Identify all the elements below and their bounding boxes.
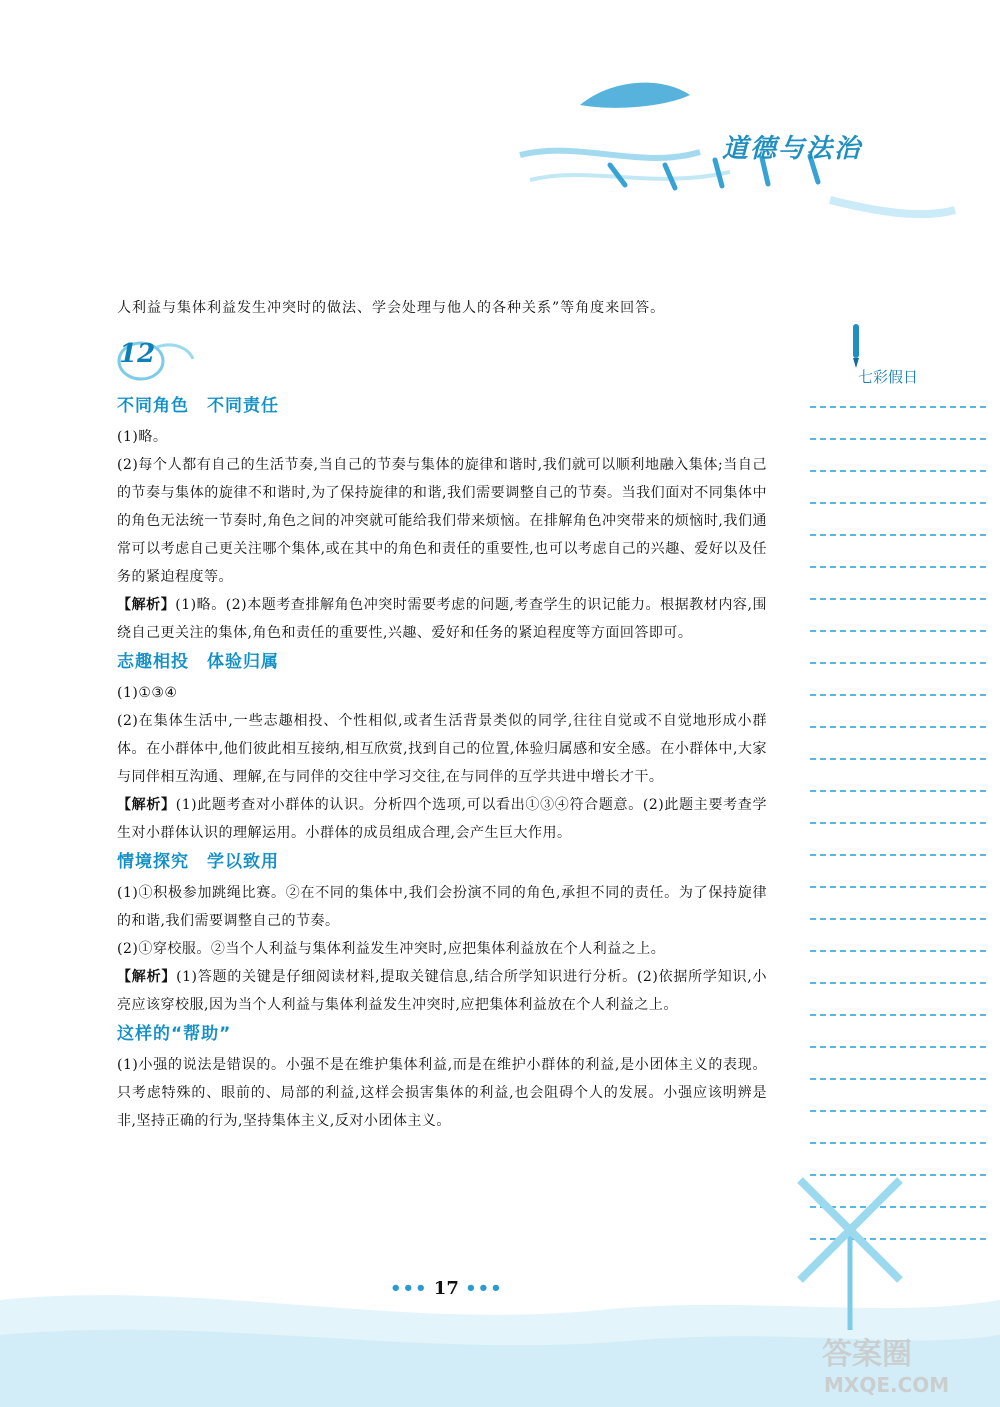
analysis-paragraph — [117, 963, 767, 1019]
note-lines — [810, 406, 990, 1270]
paragraph-text: (1)小强的说法是错误的。小强不是在维护集体利益,而是在维护小群体的利益,是小团体主义的表现。只考虑特殊的、眼前的、局部的利益,这样会损害集体的利益,也会阻碍个人的发展。小强应该明辨是非,坚持正确的行为,坚持集体主义,反对小团体主义。 — [117, 1057, 767, 1129]
section-title: 这样的“帮助” — [117, 1024, 232, 1044]
answer-paragraph — [117, 879, 767, 935]
note-line — [810, 694, 986, 696]
note-line — [810, 950, 986, 952]
note-line — [810, 726, 986, 728]
note-line — [810, 502, 986, 504]
note-line — [810, 1046, 986, 1048]
analysis-tag: 【解析】 — [117, 597, 176, 613]
lesson-badge-row — [117, 333, 767, 391]
pen-icon — [846, 322, 866, 370]
answer-paragraph — [117, 1051, 767, 1135]
note-line — [810, 854, 986, 856]
paragraph-text: (1)略。 — [117, 429, 168, 445]
intro-text: 人利益与集体利益发生冲突时的做法、学会处理与他人的各种关系”等角度来回答。 — [117, 300, 666, 316]
note-line — [810, 918, 986, 920]
paragraph-text: (1)①积极参加跳绳比赛。②在不同的集体中,我们会扮演不同的角色,承担不同的责任。为了保持旋律的和谐,我们需要调整自己的节奏。 — [117, 885, 767, 929]
watermark-logo — [818, 1330, 988, 1400]
paragraph-text: (1)略。(2)本题考查排解角色冲突时需要考虑的问题,考查学生的识记能力。根据教材内容,围绕自己更关注的集体,角色和责任的重要性,兴趣、爱好和任务的紧迫程度等方面回答即可。 — [117, 597, 768, 641]
paragraph-text: (1)①③④ — [117, 685, 178, 701]
note-line — [810, 630, 986, 632]
note-line — [810, 790, 986, 792]
page-number-dots-right: ••• — [465, 1278, 503, 1299]
answer-paragraph — [117, 679, 767, 707]
section-title: 不同角色 不同责任 — [117, 396, 279, 416]
paragraph-text: (2)①穿校服。②当个人利益与集体利益发生冲突时,应把集体利益放在个人利益之上。 — [117, 941, 666, 957]
page-number-dots-left: ••• — [390, 1278, 428, 1299]
svg-text:答案圈: 答案圈 — [822, 1337, 912, 1372]
subject-title: 道德与法治 — [722, 134, 863, 164]
main-content — [117, 295, 767, 1135]
paragraph-text: (2)在集体生活中,一些志趣相投、个性相似,或者生活背景类似的同学,往往自觉或不自觉地形成小群体。在小群体中,他们彼此相互接纳,相互欣赏,找到自己的位置,体验归属感和安全感。在小群体中,大家与同伴相互沟通、理解,在与同伴的交往中学习交往,在与同伴的互学共进中增长才干。 — [117, 713, 767, 785]
note-line — [810, 982, 986, 984]
analysis-tag: 【解析】 — [117, 797, 176, 813]
note-line — [810, 1078, 986, 1080]
paragraph-text: (1)答题的关键是仔细阅读材料,提取关键信息,结合所学知识进行分析。(2)依据所学知识,小亮应该穿校服,因为当个人利益与集体利益发生冲突时,应把集体利益放在个人利益之上。 — [117, 969, 768, 1013]
note-line — [810, 406, 986, 408]
page-number — [390, 1278, 503, 1299]
section-title: 情境探究 学以致用 — [117, 852, 279, 872]
sidebar-label: 七彩假日 — [858, 368, 919, 386]
lesson-badge: 12 — [119, 339, 156, 369]
note-line — [810, 438, 986, 440]
section-title: 志趣相投 体验归属 — [117, 652, 279, 672]
answer-paragraph — [117, 451, 767, 591]
answer-paragraph — [117, 935, 767, 963]
note-line — [810, 886, 986, 888]
paragraph-text: (2)每个人都有自己的生活节奏,当自己的节奏与集体的旋律和谐时,我们就可以顺利地融入集体;当自己的节奏与集体的旋律不和谐时,为了保持旋律的和谐,我们需要调整自己的节奏。当我们面对不同集体中的角色无法统一节奏时,角色之间的冲突就可能给我们带来烦恼。在排解角色冲突带来的烦恼时,我们通常可以考虑自己更关注哪个集体,或在其中的角色和责任的重要性,也可以考虑自己的兴趣、爱好以及任务的紧迫程度等。 — [117, 457, 767, 585]
note-line — [810, 1110, 986, 1112]
analysis-paragraph — [117, 791, 767, 847]
analysis-paragraph — [117, 591, 767, 647]
note-line — [810, 662, 986, 664]
note-line — [810, 598, 986, 600]
analysis-tag: 【解析】 — [117, 969, 177, 985]
note-line — [810, 1142, 986, 1144]
note-line — [810, 566, 986, 568]
svg-text:MXQE.COM: MXQE.COM — [824, 1373, 950, 1397]
note-line — [810, 1014, 986, 1016]
windmill-icon — [770, 1160, 930, 1340]
note-line — [810, 758, 986, 760]
paragraph-text: (1)此题考查对小群体的认识。分析四个选项,可以看出①③④符合题意。(2)此题主要考查学生对小群体认识的理解运用。小群体的成员组成合理,会产生巨大作用。 — [117, 797, 767, 841]
note-line — [810, 822, 986, 824]
sections — [117, 393, 767, 1135]
note-line — [810, 534, 986, 536]
answer-paragraph — [117, 423, 767, 451]
note-line — [810, 470, 986, 472]
page-number-value: 17 — [433, 1278, 459, 1299]
answer-paragraph — [117, 707, 767, 791]
